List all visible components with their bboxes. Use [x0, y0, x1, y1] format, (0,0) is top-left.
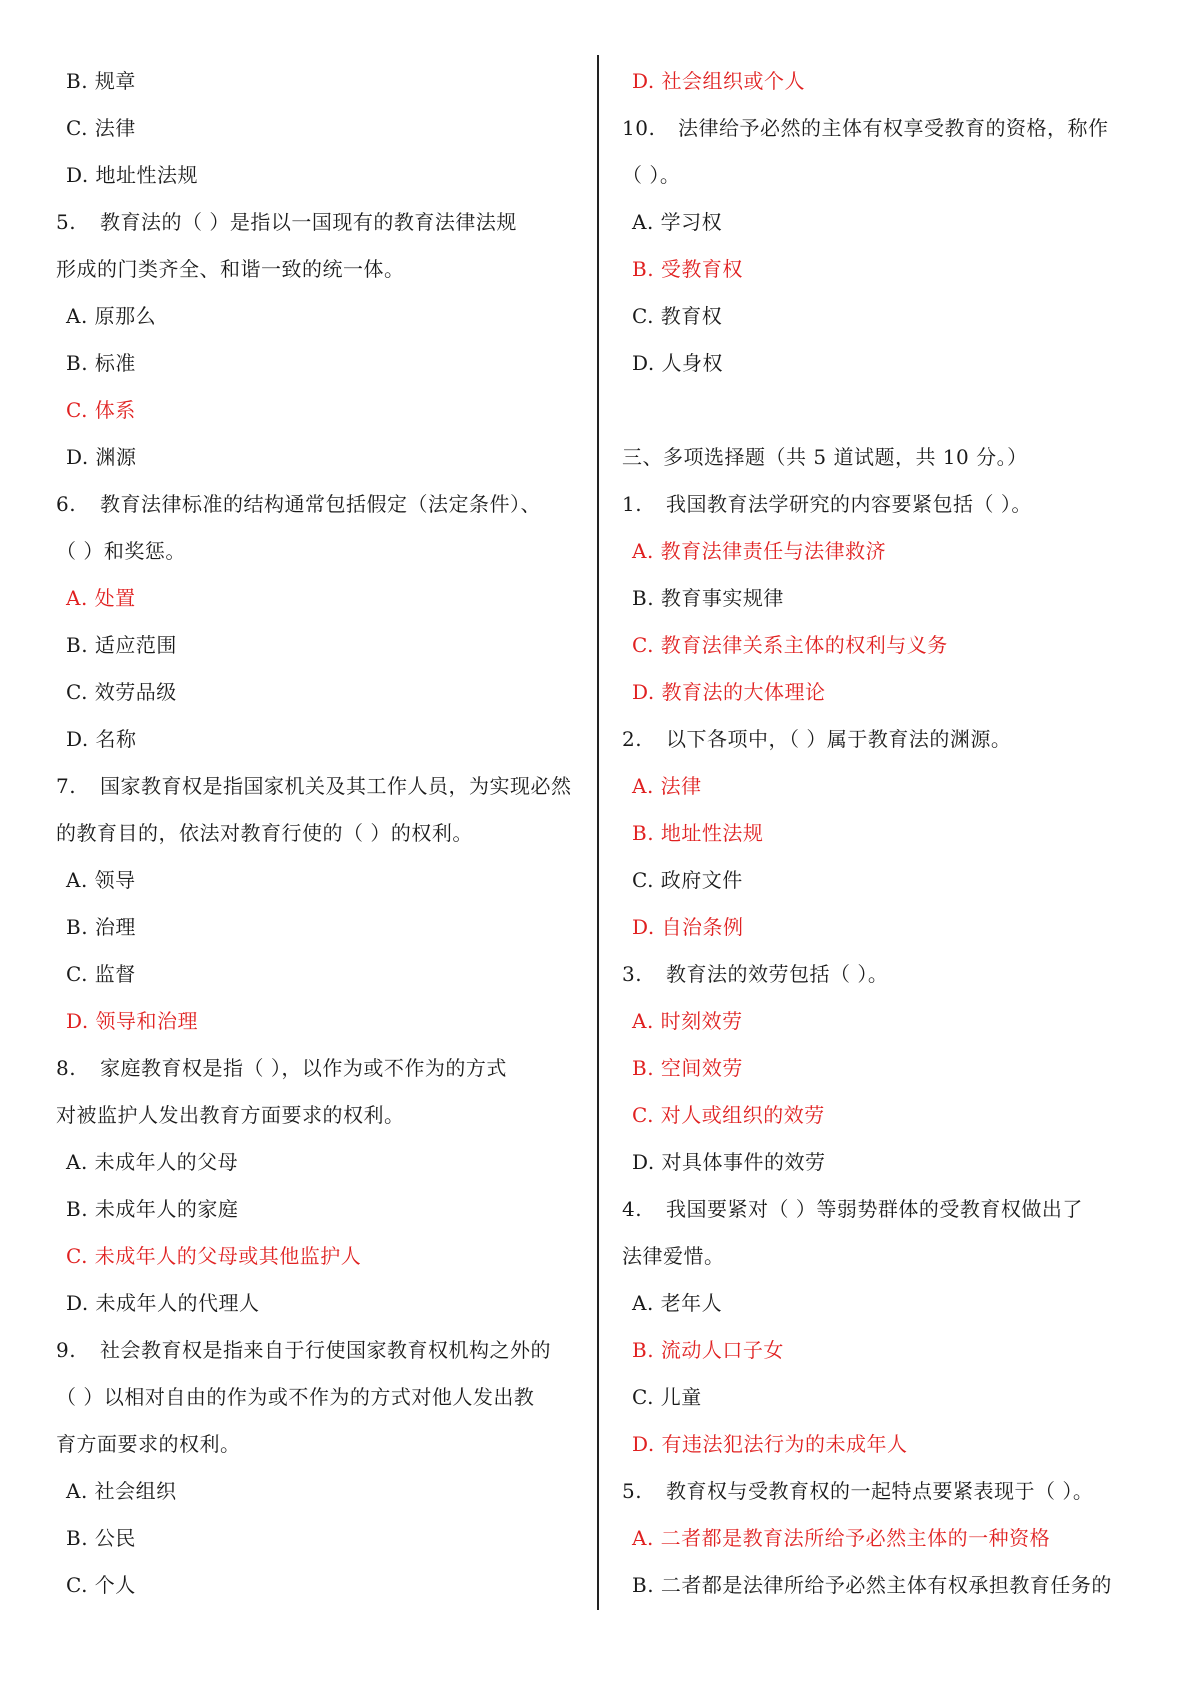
question-text: 法律给予必然的主体有权享受教育的资格，称作 [678, 116, 1109, 140]
question-number: 6. [56, 492, 77, 516]
left-column [56, 58, 576, 1609]
question-text: 国家教育权是指国家机关及其工作人员，为实现必然 [100, 774, 572, 798]
answer-option: D. 对具体事件的效劳 [632, 1150, 826, 1174]
answer-option: B. 未成年人的家庭 [66, 1197, 239, 1221]
answer-option: B. 标准 [66, 351, 136, 375]
answer-option: D. 未成年人的代理人 [66, 1291, 260, 1315]
right-column [622, 58, 1142, 1609]
question-text: 以下各项中，（ ）属于教育法的渊源。 [666, 727, 1012, 751]
text-line: （ ）以相对自由的作为或不作为的方式对他人发出教 [56, 1385, 535, 1409]
answer-option: D. 社会组织或个人 [632, 69, 806, 93]
text-line: 的教育目的，依法对教育行使的（ ）的权利。 [56, 821, 473, 845]
question-number: 9. [56, 1338, 77, 1362]
question-line [622, 105, 1142, 152]
answer-option: A. 老年人 [632, 1291, 723, 1315]
answer-option: A. 社会组织 [66, 1479, 177, 1503]
question-text: 教育法的效劳包括（ ）。 [666, 962, 889, 986]
answer-option: C. 政府文件 [632, 868, 743, 892]
answer-option: B. 公民 [66, 1526, 136, 1550]
text-line: 法律爱惜。 [622, 1244, 725, 1268]
answer-option: A. 二者都是教育法所给予必然主体的一种资格 [632, 1526, 1051, 1550]
question-text: 我国要紧对（ ）等弱势群体的受教育权做出了 [666, 1197, 1083, 1221]
answer-option: D. 自治条例 [632, 915, 744, 939]
question-number: 7. [56, 774, 77, 798]
answer-option: C. 教育法律关系主体的权利与义务 [632, 633, 948, 657]
question-text: 教育法律标准的结构通常包括假定（法定条件）、 [100, 492, 541, 516]
answer-option: C. 教育权 [632, 304, 723, 328]
question-number: 10. [622, 116, 656, 140]
question-text: 教育法的（ ）是指以一国现有的教育法律法规 [100, 210, 517, 234]
text-line: 对被监护人发出教育方面要求的权利。 [56, 1103, 405, 1127]
answer-option: A. 未成年人的父母 [66, 1150, 239, 1174]
answer-option: B. 二者都是法律所给予必然主体有权承担教育任务的 [632, 1573, 1112, 1597]
question-line [622, 1468, 1142, 1515]
answer-option: A. 处置 [66, 586, 136, 610]
answer-option: C. 法律 [66, 116, 136, 140]
answer-option: A. 教育法律责任与法律救济 [632, 539, 887, 563]
answer-option: C. 对人或组织的效劳 [632, 1103, 825, 1127]
question-text: 教育权与受教育权的一起特点要紧表现于（ ）。 [666, 1479, 1094, 1503]
text-line: 三、多项选择题（共 5 道试题，共 10 分。） [622, 445, 1028, 469]
question-line [56, 1045, 576, 1092]
answer-option: D. 领导和治理 [66, 1009, 199, 1033]
answer-option: B. 教育事实规律 [632, 586, 784, 610]
question-number: 5. [622, 1479, 643, 1503]
answer-option: B. 空间效劳 [632, 1056, 743, 1080]
question-number: 3. [622, 962, 643, 986]
answer-option: C. 个人 [66, 1573, 136, 1597]
answer-option: B. 规章 [66, 69, 136, 93]
answer-option: C. 未成年人的父母或其他监护人 [66, 1244, 362, 1268]
answer-option: B. 流动人口子女 [632, 1338, 784, 1362]
question-line [622, 481, 1142, 528]
answer-option: A. 原那么 [66, 304, 157, 328]
question-line [56, 1327, 576, 1374]
question-line [56, 199, 576, 246]
answer-option: D. 人身权 [632, 351, 724, 375]
answer-option: A. 学习权 [632, 210, 723, 234]
question-line [622, 716, 1142, 763]
question-text: 家庭教育权是指（ ），以作为或不作为的方式 [100, 1056, 507, 1080]
answer-option: D. 名称 [66, 727, 137, 751]
answer-option: B. 受教育权 [632, 257, 743, 281]
answer-option: C. 监督 [66, 962, 136, 986]
column-divider [597, 55, 599, 1610]
text-line: （ ）和奖惩。 [56, 539, 186, 563]
text-line: （ ）。 [622, 163, 681, 187]
text-line: 育方面要求的权利。 [56, 1432, 241, 1456]
question-line [56, 763, 576, 810]
question-number: 4. [622, 1197, 643, 1221]
question-line [56, 481, 576, 528]
question-number: 8. [56, 1056, 77, 1080]
answer-option: B. 治理 [66, 915, 136, 939]
question-number: 5. [56, 210, 77, 234]
question-line [622, 1186, 1142, 1233]
answer-option: A. 时刻效劳 [632, 1009, 743, 1033]
question-line [622, 951, 1142, 998]
answer-option: B. 地址性法规 [632, 821, 764, 845]
answer-option: B. 适应范围 [66, 633, 177, 657]
answer-option: A. 法律 [632, 774, 702, 798]
question-number: 1. [622, 492, 643, 516]
question-number: 2. [622, 727, 643, 751]
answer-option: A. 领导 [66, 868, 136, 892]
question-text: 我国教育法学研究的内容要紧包括（ ）。 [666, 492, 1032, 516]
answer-option: C. 儿童 [632, 1385, 702, 1409]
answer-option: D. 地址性法规 [66, 163, 199, 187]
answer-option: C. 效劳品级 [66, 680, 177, 704]
answer-option: D. 渊源 [66, 445, 137, 469]
answer-option: D. 有违法犯法行为的未成年人 [632, 1432, 908, 1456]
answer-option: C. 体系 [66, 398, 136, 422]
answer-option: D. 教育法的大体理论 [632, 680, 826, 704]
blank-line [622, 387, 1142, 434]
text-line: 形成的门类齐全、和谐一致的统一体。 [56, 257, 405, 281]
question-text: 社会教育权是指来自于行使国家教育权机构之外的 [100, 1338, 551, 1362]
